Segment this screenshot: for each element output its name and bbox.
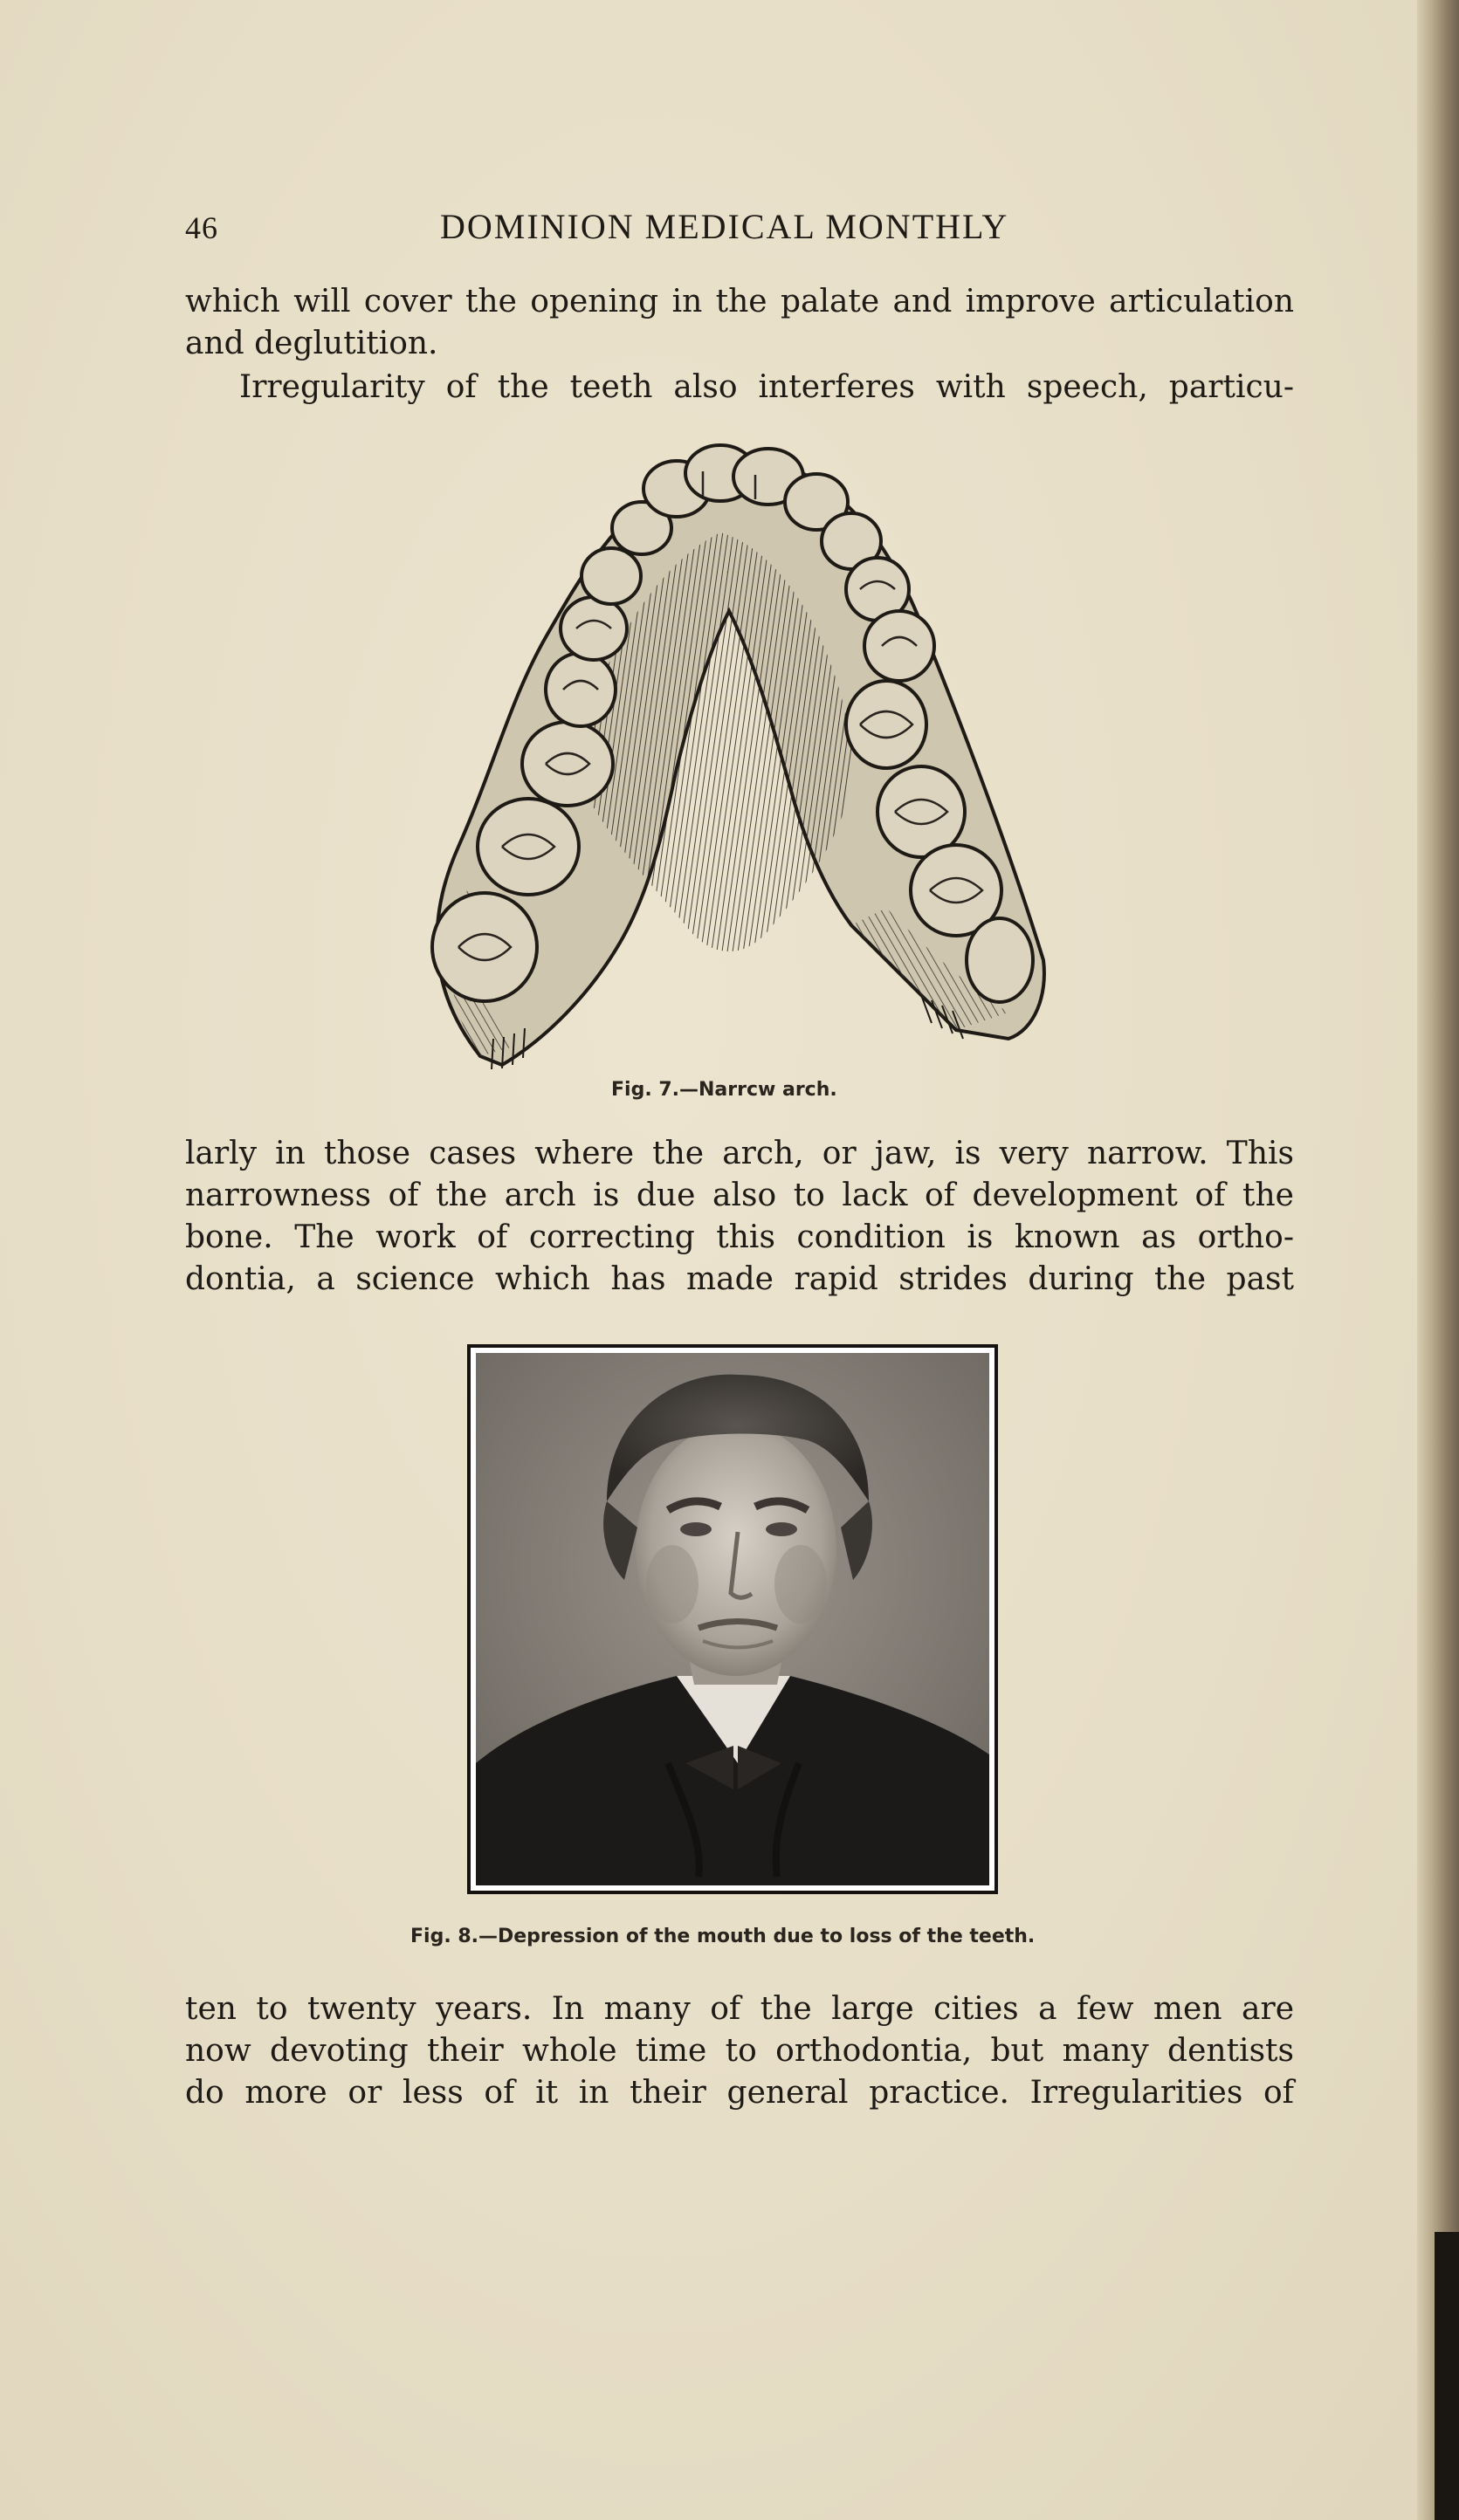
page-number: 46	[185, 210, 218, 245]
text-line: now devoting their whole time to orthodontia, but many dentists	[185, 2033, 1294, 2069]
text-line: bone. The work of correcting this condition is known as ortho-	[185, 1219, 1294, 1255]
paragraph-4	[185, 1988, 1294, 2114]
text-line: larly in those cases where the arch, or jaw, is very narrow. This	[185, 1136, 1294, 1171]
narrow-dental-arch-illustration	[397, 436, 1061, 1074]
paragraph-1	[185, 281, 1294, 365]
book-spine-shadow	[1417, 0, 1459, 2520]
portrait-photograph	[476, 1353, 989, 1885]
text-line: which will cover the opening in the palate and improve articulation	[185, 284, 1294, 319]
text-line: ten to twenty years. In many of the large cities a few men are	[185, 1991, 1294, 2027]
paragraph-3	[185, 1133, 1294, 1301]
page-header	[185, 203, 1287, 255]
book-spine-edge	[1435, 2232, 1459, 2520]
figure-8	[467, 1344, 998, 1894]
text-line: narrowness of the arch is due also to lack of development of the	[185, 1178, 1294, 1213]
text-line: and deglutition.	[185, 326, 438, 361]
paragraph-2	[185, 367, 1294, 409]
running-head: DOMINION MEDICAL MONTHLY	[440, 207, 1009, 246]
text-line: Irregularity of the teeth also interferes with speech, particu-	[239, 369, 1294, 405]
figure-7-caption: Fig. 7.—Narrcw arch.	[611, 1079, 837, 1101]
figure-7	[397, 436, 1061, 1074]
text-line: dontia, a science which has made rapid strides during the past	[185, 1261, 1294, 1297]
figure-8-caption: Fig. 8.—Depression of the mouth due to loss of the teeth.	[410, 1926, 1036, 1947]
text-line: do more or less of it in their general practice. Irregularities of	[185, 2075, 1294, 2111]
